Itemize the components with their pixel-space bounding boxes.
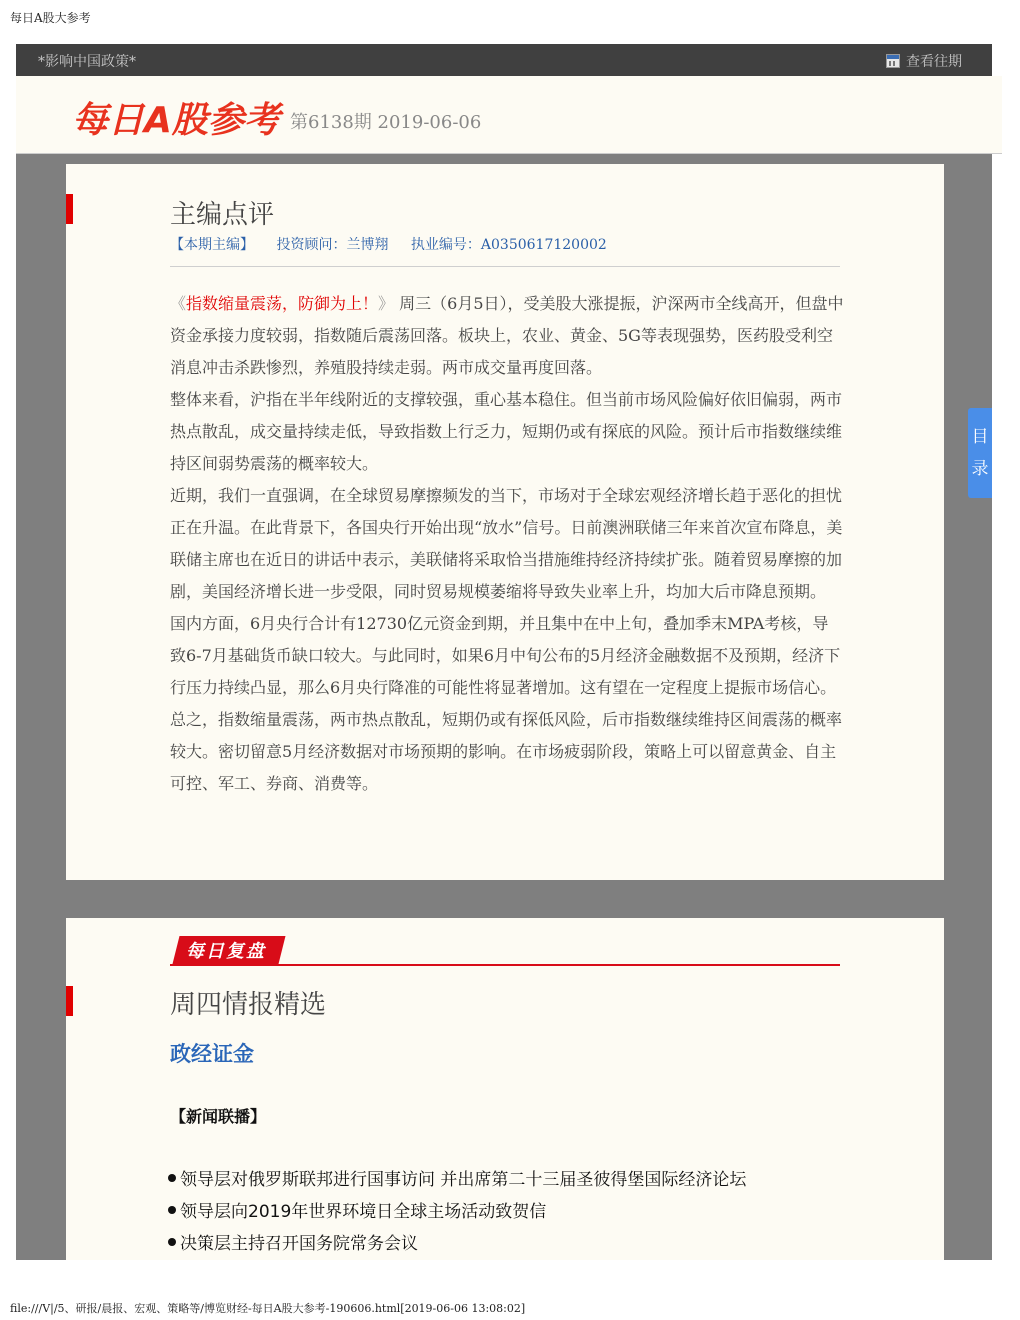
news-list bbox=[168, 1164, 746, 1260]
banner-underline bbox=[170, 964, 840, 966]
commentary-body bbox=[170, 288, 844, 800]
list-item bbox=[168, 1228, 746, 1260]
category-heading: 政经证金 bbox=[170, 1042, 254, 1066]
print-header: 每日A股大参考 bbox=[10, 11, 91, 25]
editor-comment-card bbox=[66, 164, 944, 880]
brand-logo bbox=[70, 90, 290, 146]
brand-logo-text: 每日A股参考 bbox=[72, 100, 280, 141]
subcategory-heading: 【新闻联播】 bbox=[170, 1107, 267, 1126]
editor-info bbox=[170, 234, 625, 254]
news-item-text: 领导层向2019年世界环境日全球主场活动致贺信 bbox=[180, 1202, 547, 1222]
news-item-text: 领导层对俄罗斯联邦进行国事访问 并出席第二十三届圣彼得堡国际经济论坛 bbox=[180, 1170, 747, 1190]
daily-review-banner bbox=[170, 932, 840, 966]
paragraph: 整体来看，沪指在半年线附近的支撑较强，重心基本稳住。但当前市场风险偏好依旧偏弱，两市热点散乱，成交量持续走低，导致指数上行乏力，短期仍或有探底的风险。预计后市指数继续维持区间弱势震荡的概率较大。 bbox=[170, 390, 843, 473]
toc-label-2: 录 bbox=[971, 459, 989, 479]
print-footer: file:///V|/5、研报/晨报、宏观、策略等/博览财经-每日A股大参考-190606.html[2019-06-06 13:08:02] bbox=[10, 1302, 526, 1315]
bullet-icon bbox=[168, 1206, 176, 1214]
license-number: 执业编号：A0350617120002 bbox=[410, 237, 607, 253]
paragraph-text: 周三（6月5日），受美股大涨提振，沪深两市全线高开，但盘中资金承接力度较弱，指数随后震荡回落。板块上，农业、黄金、5G等表现强势，医药股受利空消息冲击杀跌惨烈，养殖股持续走弱。两市成交量再度回落。 bbox=[170, 294, 844, 377]
quote-open: 《 bbox=[170, 294, 187, 313]
section-marker bbox=[66, 194, 73, 224]
list-item bbox=[168, 1196, 746, 1228]
section-title: 周四情报精选 bbox=[170, 990, 327, 1020]
news-item-text: 决策层主持召开国务院常务会议 bbox=[180, 1234, 418, 1254]
calendar-icon bbox=[886, 54, 900, 68]
section-marker bbox=[66, 986, 73, 1016]
headline: 指数缩量震荡，防御为上！ bbox=[186, 294, 379, 313]
bullet-icon bbox=[168, 1238, 176, 1246]
quote-close: 》 bbox=[378, 294, 395, 313]
editor-tag: 【本期主编】 bbox=[170, 237, 254, 253]
divider bbox=[170, 266, 840, 267]
masthead bbox=[16, 76, 1002, 154]
past-issues-label: 查看往期 bbox=[906, 54, 962, 70]
past-issues-link[interactable] bbox=[886, 51, 962, 71]
paragraph: 近期，我们一直强调，在全球贸易摩擦频发的当下，市场对于全球宏观经济增长趋于恶化的担忧正在升温。在此背景下，各国央行开始出现“放水”信号。日前澳洲联储三年来首次宣布降息，美联储主席也在近日的讲话中表示，美联储将采取恰当措施维持经济持续扩张。随着贸易摩擦的加剧，美国经济增长进一步受限，同时贸易规模萎缩将导致失业率上升，均加大后市降息预期。 bbox=[170, 486, 843, 601]
daily-review-badge-text: 每日复盘 bbox=[186, 941, 266, 962]
daily-review-card bbox=[66, 918, 944, 1260]
paragraph: 总之，指数缩量震荡，两市热点散乱，短期仍或有探低风险，后市指数继续维持区间震荡的概率较大。密切留意5月经济数据对市场预期的影响。在市场疲弱阶段，策略上可以留意黄金、自主可控、军工、券商、消费等。 bbox=[170, 710, 843, 793]
policy-label: *影响中国政策* bbox=[38, 54, 136, 70]
bullet-icon bbox=[168, 1174, 176, 1182]
top-bar bbox=[16, 44, 992, 76]
issue-info: 第6138期 2019-06-06 bbox=[290, 112, 482, 133]
list-item bbox=[168, 1164, 746, 1196]
paragraph: 国内方面，6月央行合计有12730亿元资金到期，并且集中在中上旬，叠加季末MPA考核，导致6-7月基础货币缺口较大。与此同时，如果6月中旬公布的5月经济金融数据不及预期，经济下行压力持续凸显，那么6月央行降准的可能性将显著增加。这有望在一定程度上提振市场信心。 bbox=[170, 614, 841, 697]
paragraph bbox=[170, 288, 844, 384]
table-of-contents-tab[interactable] bbox=[968, 408, 992, 498]
toc-label-1: 目 bbox=[971, 427, 989, 447]
section-title: 主编点评 bbox=[170, 200, 275, 230]
advisor-name: 投资顾问：兰博翔 bbox=[276, 237, 389, 253]
